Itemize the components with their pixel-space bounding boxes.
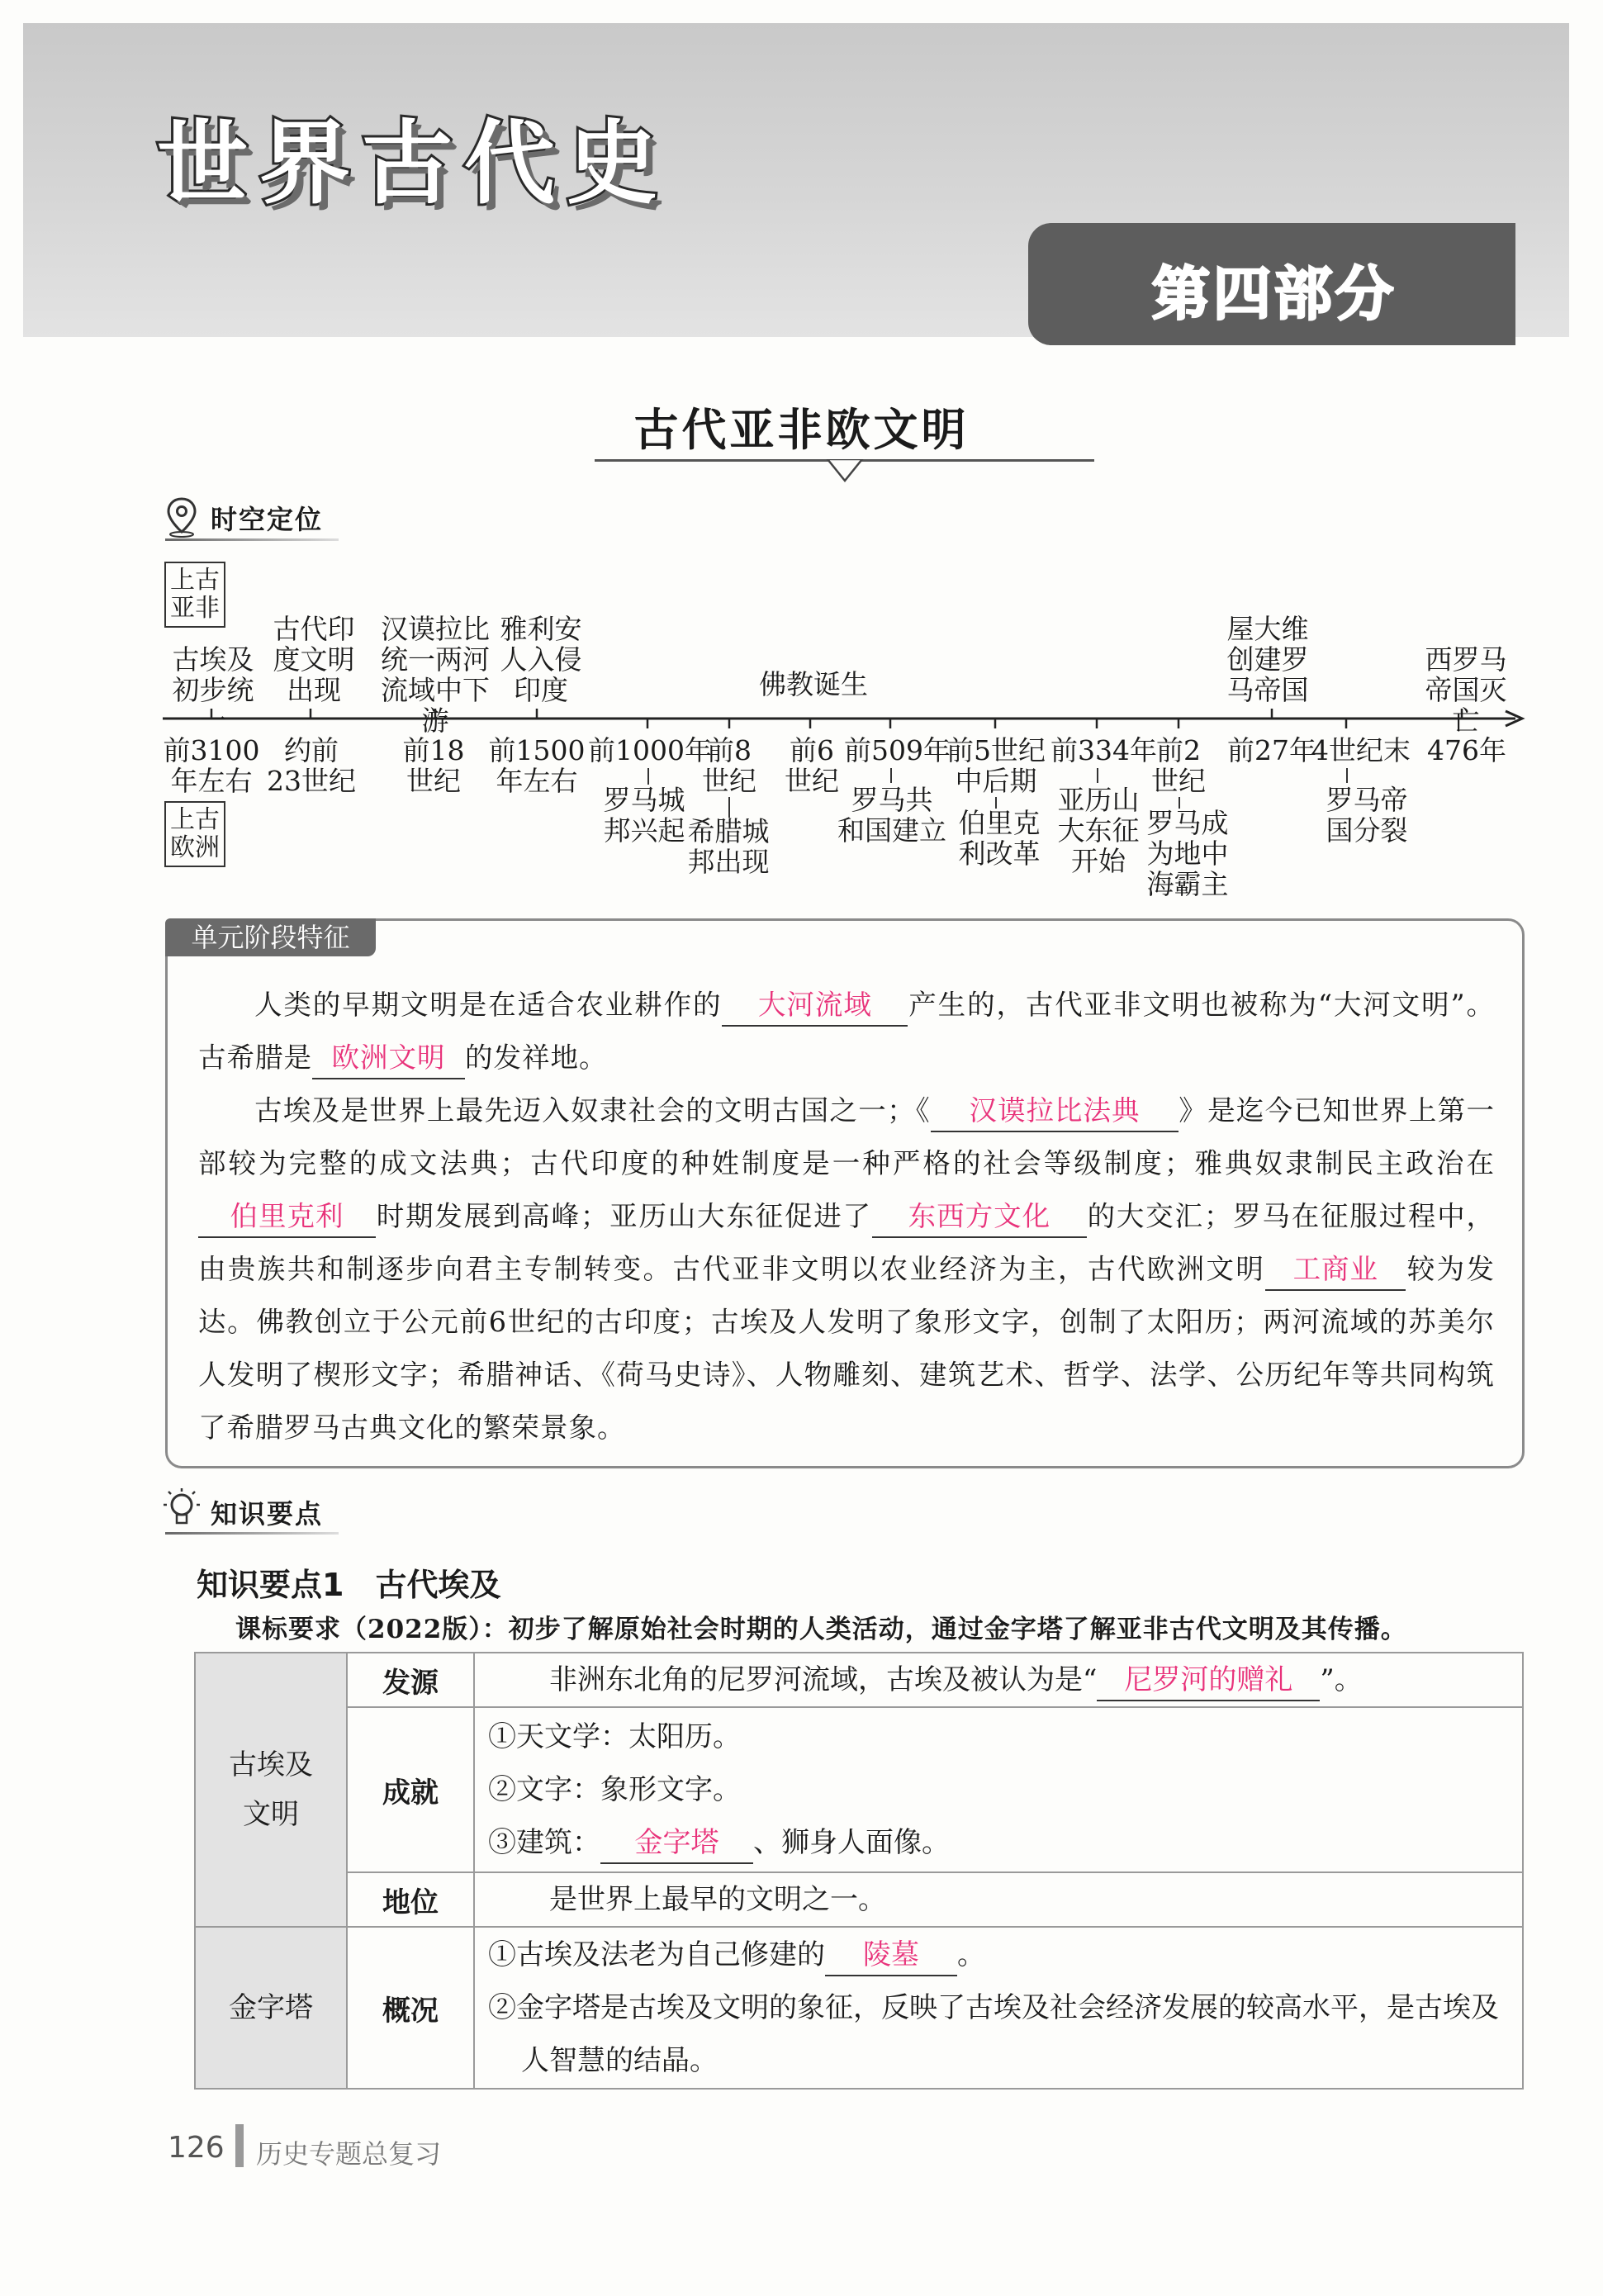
overview-1 [488, 1928, 1509, 1981]
date-27bc: 前27年 [1227, 734, 1316, 766]
timeline-heading: 时空定位 [211, 504, 324, 535]
row-label-overview: 概况 [347, 1927, 474, 2089]
answer-blank: 伯里克利 [198, 1197, 376, 1238]
text: ②金字塔是古埃及文明的象征，反映了古埃及社会经济发展的较高水平，是古埃及人智慧的结晶。 [488, 1991, 1499, 2077]
knowledge-point-heading: 知识要点1 古代埃及 [197, 1567, 501, 1603]
answer-blank: 东西方文化 [872, 1197, 1087, 1238]
table-row [195, 1872, 1523, 1927]
table-group-pyramid: 金字塔 [195, 1927, 347, 2089]
date-4c-end: 4世纪末 [1311, 734, 1411, 766]
answer-blank: 金字塔 [600, 1823, 753, 1864]
tick [1097, 768, 1098, 783]
date-23c-bc: 约前 23世纪 [267, 734, 356, 797]
row-achievement [474, 1707, 1523, 1872]
event-egypt-unification: 古埃及 初步统一 [172, 643, 254, 737]
text: ”。 [1320, 1663, 1363, 1696]
features-paragraph-1 [198, 979, 1495, 1084]
achievement-architecture [488, 1816, 1509, 1869]
text: 》是迄今已知世界上第一部较为完整的成文法典；古代印度的种姓制度是一种严格的社会等级制度；雅典奴隶制民主政治在 [198, 1094, 1496, 1179]
event-greek-city-states: 希腊城 邦出现 [687, 815, 770, 878]
features-tab: 单元阶段特征 [165, 918, 376, 956]
table-row [195, 1927, 1523, 2089]
answer-blank: 尼罗河的赠礼 [1097, 1660, 1320, 1701]
event-rome-split: 罗马帝 国分裂 [1326, 784, 1408, 847]
row-origin [474, 1653, 1523, 1707]
answer-blank: 大河流域 [722, 985, 908, 1027]
event-west-rome-fall: 西罗马 帝国灭亡 [1425, 643, 1507, 737]
row-overview [474, 1927, 1523, 2089]
event-alexander: 亚历山 大东征 开始 [1057, 784, 1140, 877]
date-18c-bc: 前18 世纪 [402, 734, 465, 797]
timeline-axis [161, 709, 1532, 733]
text: 的发祥地。 [465, 1041, 608, 1074]
text: 人类的早期文明是在适合农业耕作的 [254, 989, 723, 1021]
lightbulb-icon [162, 1487, 202, 1530]
page-number: 126 [168, 2131, 225, 2165]
row-label-achievement: 成就 [347, 1707, 474, 1872]
book-title: 历史专题总复习 [256, 2138, 442, 2170]
date-1000bc: 前1000年 [588, 734, 712, 766]
text: 。 [957, 1938, 985, 1971]
timeline-heading-rule [165, 538, 339, 541]
answer-blank: 陵墓 [825, 1935, 957, 1976]
tick [647, 768, 649, 785]
date-476: 476年 [1427, 734, 1506, 766]
text: ①古埃及法老为自己修建的 [488, 1938, 825, 1971]
features-paragraph-2 [198, 1084, 1495, 1454]
answer-blank: 汉谟拉比法典 [931, 1091, 1179, 1132]
text: 产生的，古代亚非文明也被称为“大河文明”。古希腊是 [198, 989, 1495, 1074]
tick [890, 768, 892, 783]
event-india-civilization: 古代印 度文明 出现 [273, 613, 355, 706]
row-status: 是世界上最早的文明之一。 [474, 1872, 1523, 1927]
answer-blank: 欧洲文明 [312, 1038, 465, 1079]
date-6c-bc: 前6 世纪 [785, 734, 839, 797]
text: 古埃及是世界上最先迈入奴隶社会的文明古国之一；《 [254, 1094, 931, 1127]
down-triangle-icon [826, 459, 864, 482]
region-ancient-europe: 上古 欧洲 [164, 801, 225, 867]
knowledge-label-rule [165, 1532, 339, 1535]
region-ancient-asia-africa: 上古 亚非 [164, 562, 225, 628]
date-2c-bc: 前2 世纪 [1151, 734, 1206, 797]
footer-divider [235, 2124, 244, 2167]
knowledge-table [194, 1652, 1524, 2090]
text: ①天文学：太阳历。 [488, 1720, 741, 1753]
features-text [198, 979, 1495, 1454]
date-334bc: 前334年 [1050, 734, 1157, 766]
answer-blank: 工商业 [1265, 1250, 1406, 1291]
table-row [195, 1707, 1523, 1872]
part-label: 第四部分 [1152, 260, 1397, 328]
text: 的大交汇；罗马在征服过程中，由贵族共和制逐步向君主专制转变。古代亚非文明以农业经济为主，古代欧洲文明 [198, 1200, 1495, 1285]
date-3100bc: 前3100 年左右 [163, 734, 260, 797]
event-hammurabi: 汉谟拉比 统一两河 流域中下游 [381, 613, 490, 737]
row-label-origin: 发源 [347, 1653, 474, 1707]
knowledge-label: 知识要点 [211, 1498, 324, 1530]
table-row [195, 1653, 1523, 1707]
event-rome-mediterranean: 罗马成 为地中 海霸主 [1146, 807, 1229, 900]
event-rome-city-state: 罗马城 邦兴起 [603, 784, 685, 847]
location-pin-icon [165, 496, 198, 538]
event-pericles: 伯里克 利改革 [958, 807, 1041, 870]
unit-title: 世界古代史 [157, 111, 669, 216]
section-title: 古代亚非欧文明 [633, 403, 970, 456]
row-label-status: 地位 [347, 1872, 474, 1927]
date-8c-bc: 前8 世纪 [702, 734, 756, 797]
text: 时期发展到高峰；亚历山大东征促进了 [376, 1200, 872, 1232]
text: 非洲东北角的尼罗河流域，古埃及被认为是“ [549, 1663, 1098, 1696]
curriculum-requirement: 课标要求（2022版）：初步了解原始社会时期的人类活动，通过金字塔了解亚非古代文明及其传播。 [235, 1615, 1407, 1644]
text: ②文字：象形文字。 [488, 1773, 741, 1806]
date-5c-bc: 前5世纪 中后期 [946, 734, 1046, 797]
text: 、狮身人面像。 [753, 1826, 950, 1859]
text: 较为发达。佛教创立于公元前6世纪的古印度；古埃及人发明了象形文字，创制了太阳历；两河流域的苏美尔人发明了楔形文字；希腊神话、《荷马史诗》、人物雕刻、建筑艺术、哲学、法学、公历纪年等共同构筑了希腊罗马古典文化的繁荣景象。 [198, 1253, 1496, 1444]
event-roman-republic: 罗马共 和国建立 [837, 784, 946, 847]
event-buddhism: 佛教诞生 [759, 668, 868, 700]
tick [1346, 768, 1348, 783]
text: ③建筑： [488, 1826, 600, 1859]
date-509bc: 前509年 [844, 734, 951, 766]
date-1500bc: 前1500 年左右 [488, 734, 586, 797]
table-group-egypt: 古埃及 文明 [195, 1653, 347, 1927]
event-aryan-invasion: 雅利安 人入侵 印度 [500, 613, 582, 706]
event-roman-empire: 屋大维 创建罗 马帝国 [1226, 613, 1309, 706]
